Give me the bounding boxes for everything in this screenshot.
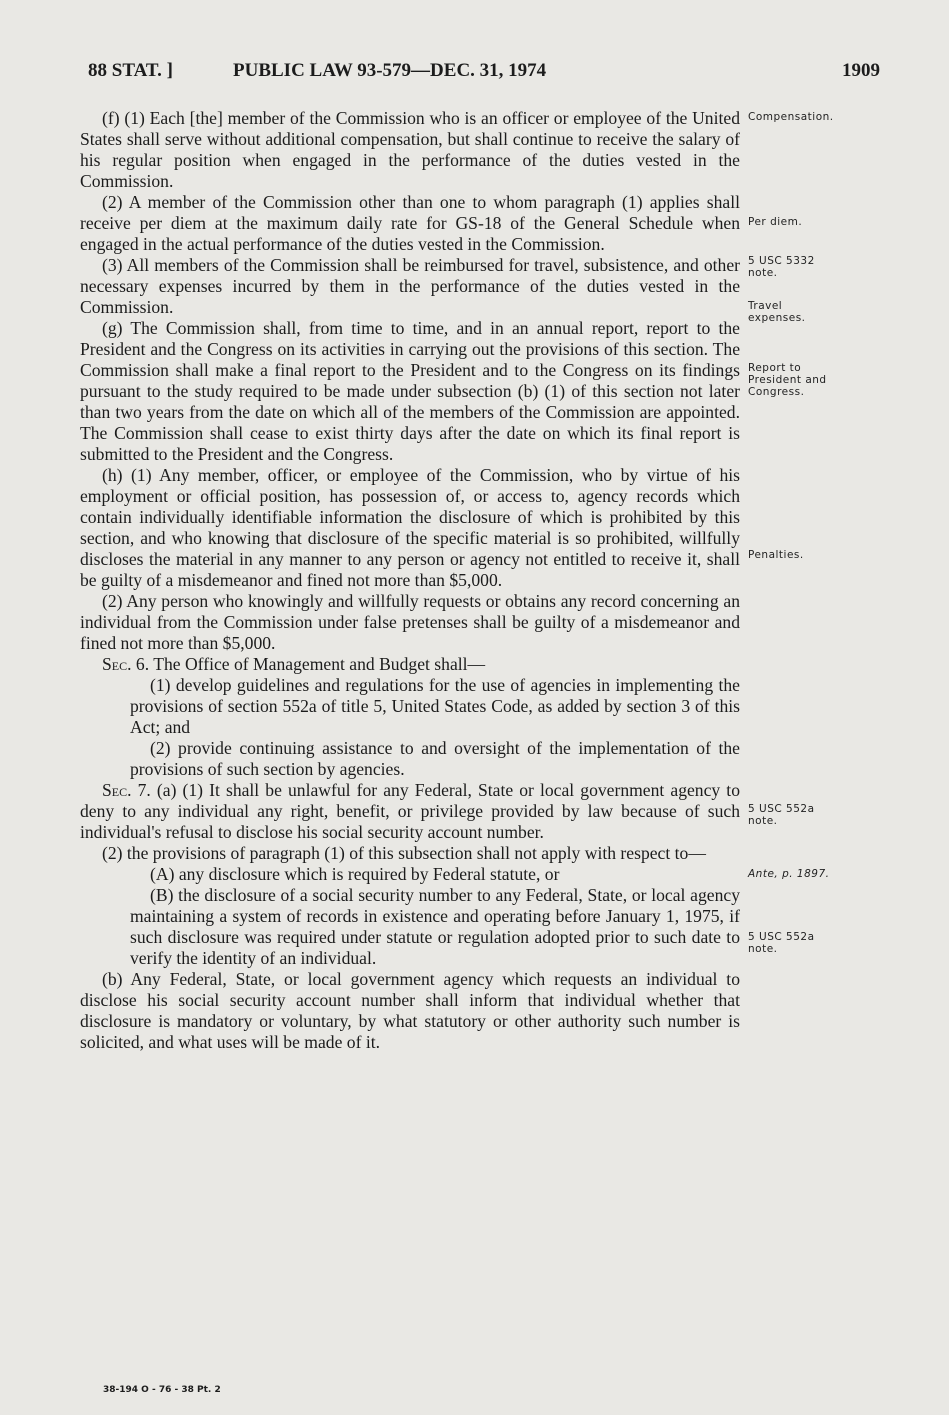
page-title: PUBLIC LAW 93-579—DEC. 31, 1974 [233,60,547,81]
margin-note-per-diem: Per diem. [748,216,803,228]
page-header [88,60,880,86]
paragraph-g: (g) The Commission shall, from time to time, and in an annual report, report to the President and the Congress on its activities in carrying out the provisions of this section. The Commission shall make a final report to the President and to the Congress on its findings pursuant to the study required to be made under subsection (b) (1) of this section not later than two years from the date on which all of the members of the Commission are appointed. The Commission shall cease to exist thirty days after the date on which its final report is submitted to the President and the Congress. [80,318,740,464]
section-6-item-1: (1) develop guidelines and regulations for the use of agencies in implementing the provisions of section 552a of title 5, United States Code, as added by section 3 of this Act; and [130,675,740,737]
margin-note-usc-552a-1: 5 USC 552a note. [748,803,815,827]
section-6-item-2: (2) provide continuing assistance to and oversight of the implementation of the provisions of such section by agencies. [130,738,740,779]
paragraph-f1: (f) (1) Each [the] member of the Commission who is an officer or employee of the United States shall serve without additional compensation, but shall continue to receive the salary of his regular position when engaged in the performance of the duties vested in the Commission. [80,108,740,191]
margin-note-report: Report to President and Congress. [748,362,827,398]
margin-note-usc-552a-2: 5 USC 552a note. [748,931,815,955]
margin-note-ante: Ante, p. 1897. [748,868,830,880]
paragraph-f3: (3) All members of the Commission shall be reimbursed for travel, subsistence, and other necessary expenses incurred by them in the performance of the duties vested in the Commission. [80,255,740,317]
section-7-b: (b) Any Federal, State, or local government agency which requests an individual to disclose his social security account number shall inform that individual whether that disclosure is mandatory or voluntary, by what statutory or other authority such number is solicited, and what uses will be made of it. [80,969,740,1052]
margin-note-compensation: Compensation. [748,111,834,123]
page-number: 1909 [842,60,880,81]
section-7-label: Sec. 7. [102,780,151,800]
section-7-a2: (2) the provisions of paragraph (1) of this subsection shall not apply with respect to— [102,843,706,863]
margin-note-penalties: Penalties. [748,549,804,561]
section-6-text: The Office of Management and Budget shall— [153,654,486,674]
section-6-intro [80,654,740,675]
statute-reference: 88 STAT. ] [88,60,173,81]
section-7-item-b: (B) the disclosure of a social security number to any Federal, State, or local agency maintaining a system of records in existence and operating before January 1, 1975, if such disclosure was required under statute or regulation adopted prior to such date to verify the identity of an individual. [130,885,740,968]
section-7-text: (a) (1) It shall be unlawful for any Federal, State or local government agency to deny to any individual any right, benefit, or privilege provided by law because of such individual's refusal to disclose his social security account number. [80,780,740,842]
margin-note-usc-5332: 5 USC 5332 note. [748,255,815,279]
body-text [80,108,740,1053]
section-7-item-a: (A) any disclosure which is required by Federal statute, or [150,864,560,884]
paragraph-h1: (h) (1) Any member, officer, or employee of the Commission, who by virtue of his employment or official position, has possession of, or access to, agency records which contain individually identifiable information the disclosure of which is prohibited by this section, and who knowing that disclosure of the specific material is so prohibited, willfully discloses the material in any manner to any person or agency not entitled to receive it, shall be guilty of a misdemeanor and fined not more than $5,000. [80,465,740,590]
paragraph-h2: (2) Any person who knowingly and willfully requests or obtains any record concerning an individual from the Commission under false pretenses shall be guilty of a misdemeanor and fined not more than $5,000. [80,591,740,653]
paragraph-f2: (2) A member of the Commission other than one to whom paragraph (1) applies shall receive per diem at the maximum daily rate for GS-18 of the General Schedule when engaged in the actual performance of the duties vested in the Commission. [80,192,740,254]
print-footer: 38-194 O - 76 - 38 Pt. 2 [103,1385,221,1395]
section-7-a1 [80,780,740,843]
section-6-label: Sec. 6. [102,654,150,674]
margin-note-travel: Travel expenses. [748,300,806,324]
